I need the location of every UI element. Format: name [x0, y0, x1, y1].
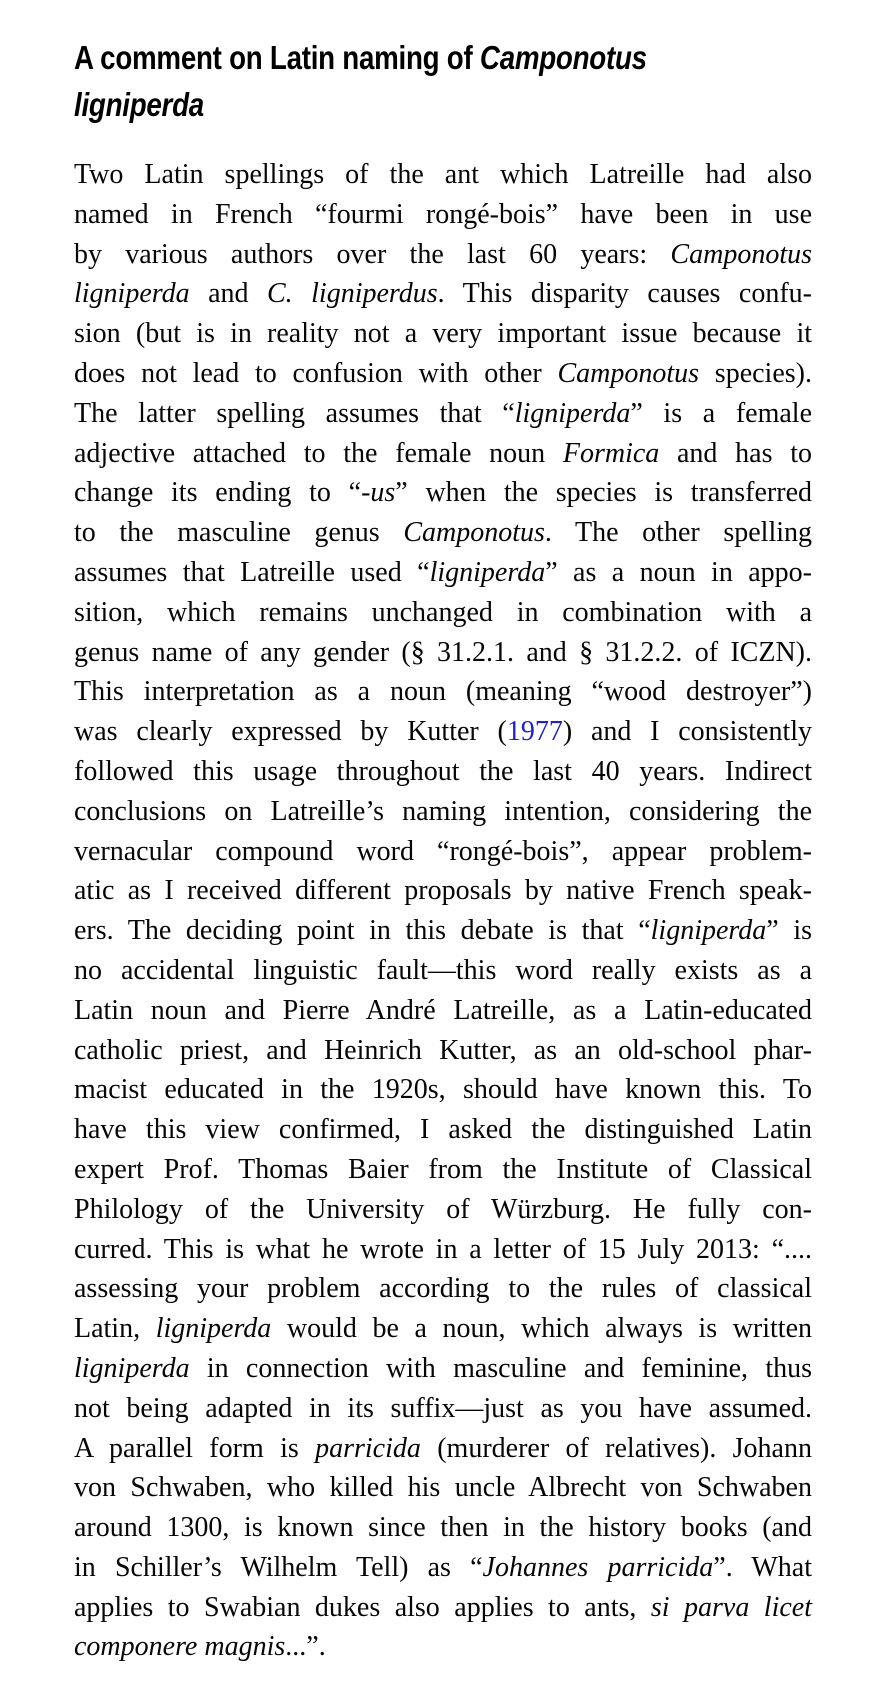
text-line: [74, 1508, 812, 1548]
text-run: sition, which remains unchanged in combination with a: [74, 596, 812, 628]
text-line: [74, 1349, 812, 1389]
text-line: [74, 991, 812, 1031]
text-run: would be a noun, which always is written: [271, 1313, 813, 1345]
italic-text-run: C. ligniperdus: [267, 278, 438, 310]
text-run: assumes that Latreille used “: [74, 556, 430, 588]
text-run: ers. The deciding point in this debate is that “: [74, 915, 651, 947]
text-line: [74, 1269, 812, 1309]
italic-text-run: -us: [361, 477, 396, 509]
text-run: A parallel form is: [74, 1432, 316, 1464]
text-line: [74, 1150, 812, 1190]
text-line: [74, 314, 812, 354]
text-run: genus name of any gender (§ 31.2.1. and § 31.2.2. of ICZN).: [74, 636, 812, 668]
text-line: [74, 911, 812, 951]
italic-text-run: parricida: [315, 1432, 421, 1464]
text-line: [74, 553, 812, 593]
text-run: (murderer of relatives). Johann: [420, 1432, 812, 1464]
text-run: sion (but is in reality not a very important issue because it: [74, 318, 812, 350]
text-run: have this view confirmed, I asked the distinguished Latin: [74, 1114, 812, 1146]
text-run: Latin noun and Pierre André Latreille, as a Latin-educated: [74, 994, 812, 1026]
italic-text-run: Formica: [562, 437, 660, 469]
italic-text-run: ligniperda: [429, 556, 546, 588]
text-run: conclusions on Latreille’s naming intention, considering the: [74, 795, 812, 827]
italic-text-run: si parva licet: [650, 1591, 812, 1623]
text-run: atic as I received different proposals by native French speak-: [74, 875, 812, 907]
text-run: ” is: [766, 915, 812, 947]
text-line: [74, 195, 812, 235]
text-run: The latter spelling assumes that “: [74, 397, 515, 429]
text-line: [74, 1588, 812, 1628]
text-run: not being adapted in its suffix—just as you have assumed.: [74, 1392, 812, 1424]
text-line: [74, 672, 812, 712]
text-run: named in French “fourmi rongé-bois” have been in use: [74, 198, 812, 230]
article-column: [74, 34, 812, 1667]
text-run: macist educated in the 1920s, should have known this. To: [74, 1074, 812, 1106]
text-line: [74, 473, 812, 513]
text-line: [74, 1548, 812, 1588]
text-run: does not lead to confusion with other: [74, 357, 558, 389]
text-line: [74, 354, 812, 394]
heading-line: [74, 81, 694, 128]
text-line: [74, 394, 812, 434]
text-line: [74, 1627, 812, 1667]
text-run: no accidental linguistic fault—this word really exists as a: [74, 954, 812, 986]
text-line: [74, 1031, 812, 1071]
text-line: [74, 513, 812, 553]
text-line: [74, 832, 812, 872]
italic-text-run: ligniperda: [74, 86, 204, 123]
text-run: curred. This is what he wrote in a letter of 15 July 2013: “....: [74, 1233, 812, 1265]
text-line: [74, 1230, 812, 1270]
text-line: [74, 1309, 812, 1349]
text-line: [74, 1429, 812, 1469]
italic-text-run: ligniperda: [155, 1313, 272, 1345]
text-run: to the masculine genus: [74, 517, 404, 549]
text-run: by various authors over the last 60 years:: [74, 238, 671, 270]
text-run: Latin,: [74, 1313, 156, 1345]
text-run: in Schiller’s Wilhelm Tell) as “: [74, 1551, 483, 1583]
text-run: . The other spelling: [544, 517, 812, 549]
text-line: [74, 712, 812, 752]
text-run: ”. What: [713, 1551, 813, 1583]
italic-text-run: ligniperda: [514, 397, 631, 429]
text-line: [74, 633, 812, 673]
italic-text-run: Camponotus: [403, 517, 545, 549]
italic-text-run: Camponotus: [670, 238, 812, 270]
text-line: [74, 1110, 812, 1150]
italic-text-run: Camponotus: [557, 357, 700, 389]
italic-text-run: componere magnis: [74, 1631, 286, 1663]
text-run: and: [189, 278, 267, 310]
text-line: [74, 1190, 812, 1230]
text-line: [74, 752, 812, 792]
text-run: vernacular compound word “rongé-bois”, appear problem-: [74, 835, 812, 867]
text-run: assessing your problem according to the rules of classical: [74, 1273, 812, 1305]
text-line: [74, 434, 812, 474]
text-run: applies to Swabian dukes also applies to ants,: [74, 1591, 651, 1623]
text-line: [74, 951, 812, 991]
text-run: Two Latin spellings of the ant which Latreille had also: [74, 159, 812, 190]
text-run: This interpretation as a noun (meaning “wood destroyer”): [74, 676, 812, 708]
text-run: ” as a noun in appo-: [545, 556, 813, 588]
text-run: von Schwaben, who killed his uncle Albrecht von Schwaben: [74, 1472, 812, 1504]
text-run: followed this usage throughout the last 40 years. Indirect: [74, 755, 812, 787]
italic-text-run: ligniperda: [74, 278, 190, 310]
text-line: [74, 1070, 812, 1110]
text-run: ...”.: [285, 1631, 326, 1663]
text-line: [74, 235, 812, 275]
paragraph: [74, 155, 812, 1667]
text-run: was clearly expressed by Kutter (: [74, 716, 507, 748]
text-line: [74, 1468, 812, 1508]
text-line: [74, 871, 812, 911]
text-run: species).: [699, 357, 812, 389]
citation-link-kutter-1977[interactable]: 1977: [506, 716, 563, 748]
text-line: [74, 792, 812, 832]
text-run: Philology of the University of Würzburg. He fully con-: [74, 1193, 812, 1225]
italic-text-run: Camponotus: [479, 39, 647, 76]
text-line: [74, 593, 812, 633]
text-run: and has to: [659, 437, 812, 469]
text-run: . This disparity causes confu-: [437, 278, 812, 310]
section-heading: [74, 34, 694, 128]
text-run: A comment on Latin naming of: [74, 39, 480, 76]
text-line: [74, 274, 812, 314]
text-run: in connection with masculine and feminine, thus: [189, 1352, 812, 1384]
italic-text-run: ligniperda: [74, 1352, 190, 1384]
heading-line: [74, 34, 694, 81]
italic-text-run: Johannes parricida: [482, 1551, 714, 1583]
italic-text-run: ligniperda: [650, 915, 767, 947]
text-run: ” when the species is transferred: [395, 477, 812, 509]
text-run: expert Prof. Thomas Baier from the Institute of Classical: [74, 1153, 812, 1185]
text-run: around 1300, is known since then in the history books (and: [74, 1512, 812, 1544]
text-run: catholic priest, and Heinrich Kutter, as an old-school phar-: [74, 1034, 812, 1066]
text-line: [74, 1389, 812, 1429]
text-line: [74, 155, 812, 195]
text-run: adjective attached to the female noun: [74, 437, 563, 469]
text-run: change its ending to “: [74, 477, 362, 509]
text-run: ) and I consistently: [562, 716, 813, 748]
text-run: ” is a female: [630, 397, 812, 429]
